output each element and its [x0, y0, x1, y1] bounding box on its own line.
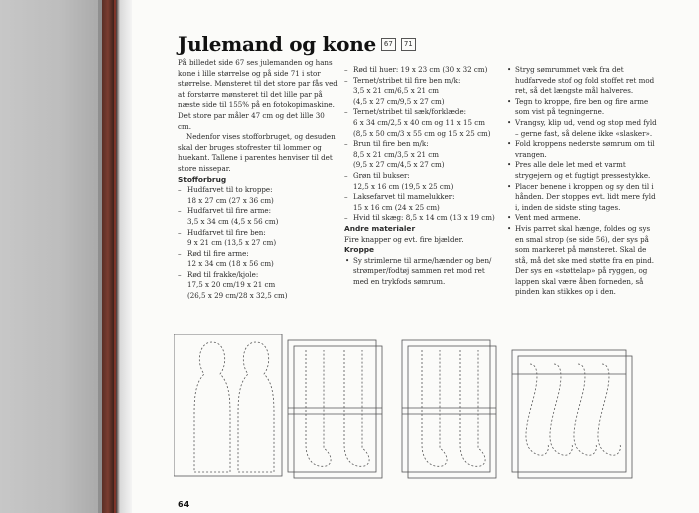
material-label: Hudfarvet til fire ben: [187, 227, 266, 237]
material-label: Hvid til skæg: 8,5 x 14 cm (13 x 19 cm) [353, 213, 495, 223]
instruction-item [506, 213, 658, 224]
material-label: Ternet/stribet til fire ben m/k: [353, 75, 461, 85]
instruction-text: Vrangsy, klip ud, vend og stop med fyld – gerne fast, så delene ikke «slasker». [515, 117, 657, 138]
dash-marker: – [178, 227, 182, 237]
material-label: Brun til fire ben m/k: [353, 139, 429, 149]
instruction-item [506, 224, 658, 298]
dash-marker: – [344, 65, 348, 74]
bullet-icon: • [507, 96, 512, 106]
dash-marker: – [178, 206, 182, 216]
material-size: 8,5 x 21 cm/3,5 x 21 cm [353, 149, 439, 159]
leg-pattern [402, 340, 496, 478]
instruction-text: Tegn to kroppe, fire ben og fire arme som vist på tegningerne. [515, 96, 649, 117]
body-outline [238, 342, 274, 472]
material-item [344, 171, 502, 192]
material-label: Hudfarvet til to kroppe: [187, 185, 273, 195]
instruction-text: Hvis parret skal hænge, foldes og sys en smal strop (se side 56), der sys på som markeret på mønsteret. Skal de stå, må det ske med støtte fra en pind. Der sys en «støttelap» på ryggen, og lappen skal være åben forneden, så pinden kan stikkes op i den. [515, 223, 655, 297]
page-ref-badge: 67 [381, 38, 396, 51]
page-title: Julemand og kone [178, 32, 376, 56]
material-size: 12,5 x 16 cm (19,5 x 25 cm) [353, 181, 454, 191]
instruction-list [506, 65, 658, 298]
material-size: 6 x 34 cm/2,5 x 40 cm og 11 x 15 cm [353, 117, 486, 127]
dash-marker: – [344, 213, 348, 223]
dash-marker: – [178, 185, 182, 195]
column-middle [344, 65, 502, 287]
material-label: Rød til huer: 19 x 23 cm (30 x 32 cm) [353, 65, 488, 74]
pattern-frame [402, 340, 490, 472]
bullet-icon: • [507, 117, 512, 127]
intro-paragraph: På billedet side 67 ses julemanden og hans kone i lille størrelse og på side 71 i stor størrelse. Mønsteret til det store par fås ved at forstørre mønsteret til det lille par på næste side til 155% på en fotokopimaskine. Det store par måler 47 cm og det lille 30 cm. [178, 58, 338, 131]
material-item [178, 228, 338, 249]
material-label: Laksefarvet til mamelukker: [353, 192, 455, 202]
material-size: 17,5 x 20 cm/19 x 21 cm [187, 280, 276, 290]
material-size: 3,5 x 21 cm/6,5 x 21 cm [353, 86, 439, 96]
material-size: (26,5 x 29 cm/28 x 32,5 cm) [187, 291, 288, 301]
bullet-icon: • [507, 160, 512, 170]
bullet-icon: • [507, 223, 512, 233]
material-label: Rød til frakke/kjole: [187, 269, 259, 279]
pattern-frame [512, 350, 626, 472]
dash-marker: – [344, 139, 348, 149]
material-item [178, 249, 338, 270]
material-size: (9,5 x 27 cm/4,5 x 27 cm) [353, 160, 445, 170]
material-item [178, 270, 338, 302]
title-row [178, 32, 416, 56]
bullet-icon: • [507, 65, 512, 74]
instruction-text: Vent med armene. [515, 213, 581, 223]
page-ref-badge: 71 [401, 38, 416, 51]
instruction-item [506, 97, 658, 118]
material-label: Grøn til bukser: [353, 170, 410, 180]
instruction-text: Placer benene i kroppen og sy den til i hånden. Der stoppes evt. lidt mere fyld i, inden de sidste sting tages. [515, 181, 656, 212]
body-outline [194, 342, 230, 472]
material-label: Ternet/stribet til sæk/forklæde: [353, 107, 467, 117]
bullet-icon: • [345, 255, 350, 265]
bullet-icon: • [507, 139, 512, 149]
instruction-list [344, 256, 502, 288]
dash-marker: – [344, 75, 348, 85]
book-spine [102, 0, 132, 513]
instruction-item [506, 118, 658, 139]
intro-paragraph: Nedenfor vises stofforbruget, og desuden skal der bruges stofrester til lommer og huekant. Tallene i parentes henviser til det store nissepar. [178, 132, 336, 173]
dash-marker: – [344, 107, 348, 117]
bullet-icon: • [507, 181, 512, 191]
pattern-frame [294, 346, 382, 478]
material-size: 18 x 27 cm (27 x 36 cm) [187, 195, 274, 205]
pattern-frame [408, 346, 496, 478]
instruction-item [506, 160, 658, 181]
instruction-item [506, 182, 658, 214]
pattern-frame [288, 340, 376, 472]
material-item [344, 192, 502, 213]
material-item [344, 65, 502, 76]
spine-line [114, 0, 116, 513]
body-pattern [174, 334, 282, 476]
book-page [132, 0, 699, 513]
material-label: Rød til fire arme: [187, 248, 249, 258]
instruction-text: Fold kroppens nederste sømrum om til vrangen. [515, 139, 655, 159]
pattern-frame [174, 334, 282, 476]
material-size: 12 x 34 cm (18 x 56 cm) [187, 259, 274, 269]
arm-pattern [512, 350, 632, 478]
column-right [506, 65, 658, 298]
column-left [178, 58, 338, 302]
instruction-text: Pres alle dele let med et varmt strygejern og et fugtigt pressestykke. [515, 160, 651, 180]
material-item [178, 206, 338, 227]
material-item [178, 185, 338, 206]
dash-marker: – [344, 192, 348, 202]
material-item [344, 139, 502, 171]
material-size: (8,5 x 50 cm/3 x 55 cm og 15 x 25 cm) [353, 128, 491, 138]
section-heading: Kroppe [344, 245, 375, 255]
dash-marker: – [178, 248, 182, 258]
dash-marker: – [344, 170, 348, 180]
material-list [344, 65, 502, 224]
bullet-icon: • [507, 213, 512, 223]
section-heading: Andre materialer [344, 223, 416, 233]
instruction-item [344, 256, 502, 288]
material-list [178, 185, 338, 302]
instruction-text: Stryg sømrummet væk fra det hudfarvede stof og fold stoffet ret mod ret, så det længste mål halveres. [515, 65, 655, 96]
dash-marker: – [178, 269, 182, 279]
page-number: 64 [178, 500, 190, 509]
leg-pattern [288, 340, 382, 478]
instruction-item [506, 65, 658, 97]
other-materials-text: Fire knapper og evt. fire bjælder. [344, 234, 464, 244]
material-size: (4,5 x 27 cm/9,5 x 27 cm) [353, 96, 445, 106]
material-item [344, 107, 502, 139]
pattern-drawings [174, 334, 634, 484]
section-heading: Stofforbrug [178, 174, 227, 184]
material-label: Hudfarvet til fire arme: [187, 206, 272, 216]
material-size: 9 x 21 cm (13,5 x 27 cm) [187, 238, 277, 248]
material-size: 3,5 x 34 cm (4,5 x 56 cm) [187, 216, 279, 226]
instruction-item [506, 139, 658, 160]
material-item [344, 76, 502, 108]
left-page [0, 0, 102, 513]
material-item [344, 213, 502, 224]
instruction-text: Sy strimlerne til arme/hænder og ben/ strømper/fodtøj sammen ret mod ret med en trykfods sømrum. [353, 255, 492, 286]
material-size: 15 x 16 cm (24 x 25 cm) [353, 202, 440, 212]
